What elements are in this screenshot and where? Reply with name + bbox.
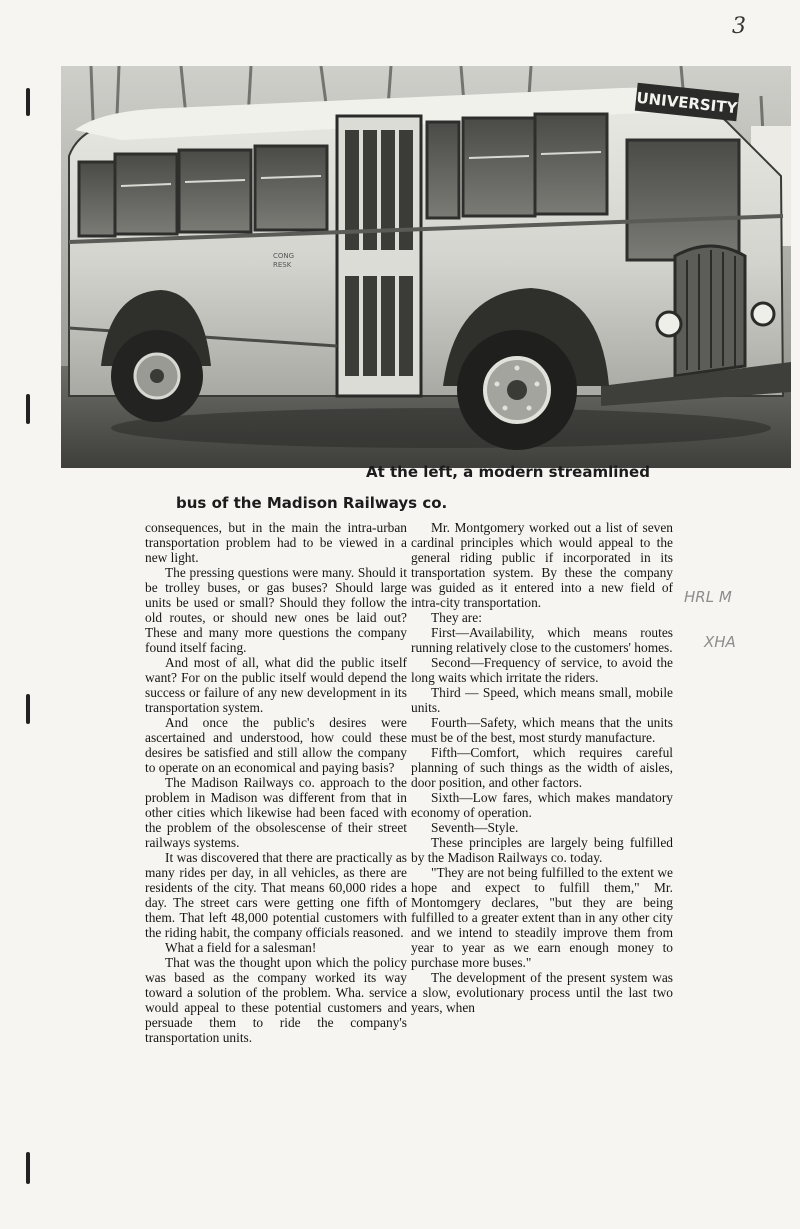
right-paragraph-6: Fourth—Safety, which means that the units must be of the best, most sturdy manufacture. [411, 715, 673, 745]
binder-mark [26, 394, 30, 424]
bus-photo [61, 66, 791, 468]
right-paragraph-7: Fifth—Comfort, which requires careful planning of such things as the width of aisles, door position, and other factors. [411, 745, 673, 790]
article-left-column [145, 520, 407, 1045]
left-paragraph-4: And once the public's desires were ascertained and understood, how could these desires be satisfied and still allow the company to operate on an economical and paying basis? [145, 715, 407, 775]
right-paragraph-1: Mr. Montgomery worked out a list of seven cardinal principles which would appeal to the general riding public if incorporated in its transportation system. By these the company was guided as it entered into a new field of intra-city transportation. [411, 520, 673, 610]
right-paragraph-12: The development of the present system was a slow, evolutionary process until the last two years, when [411, 970, 673, 1015]
side-lettering-1: CONG [273, 252, 295, 260]
binder-mark [26, 88, 30, 116]
right-paragraph-11: "They are not being fulfilled to the extent we hope and expect to fulfill them," Mr. Montomgery declares, "but they are being fulfilled to a greater extent than in any other city and we intend to steadily improve them from year to year as we earn enough money to purchase more buses." [411, 865, 673, 970]
left-paragraph-2: The pressing questions were many. Should it be trolley buses, or gas buses? Should large units be used or small? Should they follow the old routes, or should new ones be laid out? These and many more questions the company found itself facing. [145, 565, 407, 655]
side-lettering-2: RESK [273, 261, 292, 269]
right-paragraph-5: Third — Speed, which means small, mobile units. [411, 685, 673, 715]
right-paragraph-9: Seventh—Style. [431, 820, 519, 835]
left-paragraph-7: What a field for a salesman! [165, 940, 317, 955]
photo-caption-line-1: At the left, a modern streamlined [366, 463, 650, 481]
left-paragraph-8: That was the thought upon which the policy was based as the company worked its way toward a solution of the problem. Wha. service would appeal to these potential customers and persuade them to ride the company's transportation units. [145, 955, 407, 1045]
left-paragraph-6: It was discovered that there are practically as many rides per day, in all vehicles, as there are residents of the city. That means 60,000 rides a day. The street cars were getting one fifth of them. That left 48,000 potential customers with the riding habit, the company officials reasoned. [145, 850, 407, 940]
right-paragraph-2: They are: [431, 610, 482, 625]
left-paragraph-1: consequences, but in the main the intra-urban transportation problem had to be viewed in a new light. [145, 520, 407, 565]
right-paragraph-10: These principles are largely being fulfilled by the Madison Railways co. today. [411, 835, 673, 865]
binder-mark [26, 1152, 30, 1184]
streamlined-bus-illustration [61, 66, 791, 468]
right-paragraph-3: First—Availability, which means routes running relatively close to the customers' homes. [411, 625, 673, 655]
binder-mark [26, 694, 30, 724]
left-paragraph-3: And most of all, what did the public itself want? For on the public itself would depend the success or failure of any new development in its transportation system. [145, 655, 407, 715]
destination-sign: UNIVERSITY [635, 88, 739, 118]
right-paragraph-4: Second—Frequency of service, to avoid the long waits which irritate the riders. [411, 655, 673, 685]
article-right-column [411, 520, 673, 1015]
page-number: 3 [732, 14, 746, 39]
handwritten-note-2: XHA [704, 633, 736, 651]
left-paragraph-5: The Madison Railways co. approach to the problem in Madison was different from that in other cities which likewise had been faced with the problem of the obsolescense of their street railways systems. [145, 775, 407, 850]
photo-caption-line-2: bus of the Madison Railways co. [176, 494, 448, 512]
handwritten-note-1: HRL M [684, 588, 732, 606]
right-paragraph-8: Sixth—Low fares, which makes mandatory economy of operation. [411, 790, 673, 820]
